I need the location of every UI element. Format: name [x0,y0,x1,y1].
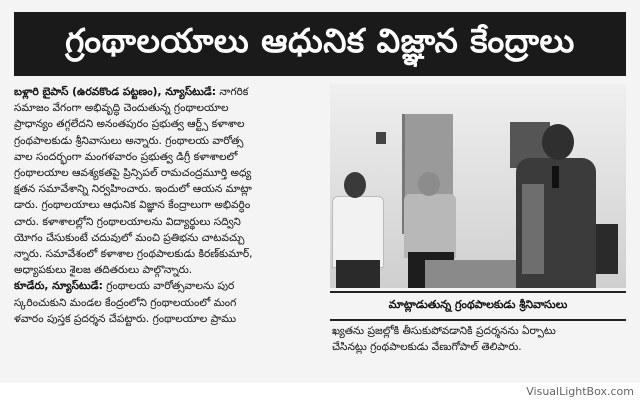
dateline: బళ్లారి బైపాస్ (ఉరవకొండ పట్టణం), న్యూస్‌టుడే: [14,86,216,98]
microphone-icon [552,166,559,188]
article-line: వాల సందర్భంగా మంగళవారం ప్రభుత్వ డిగ్రీ కళాశాలలో [14,150,238,163]
dateline: కూడేరు, న్యూస్‌టుడే: [14,280,103,293]
article-line: చారు. కళాశాలల్లోని గ్రంథాలయాలను విద్యార్థులు సద్విని [14,215,241,228]
photo-switch-board [376,132,386,144]
article-line: చేసినట్లు గ్రంథపాలకుడు వేణుగోపాల్ తెలిపారు. [332,341,522,354]
article-line: యోగం చేసుకుంటే చదువులో మంచి ప్రతిభను చాటవచ్చు [14,231,245,244]
article-line: ళవారం పుస్తక ప్రదర్శన చేపట్టారు. గ్రంథాలయాల ప్రాము [14,312,237,325]
news-photo [330,84,626,288]
headline-banner [14,12,626,76]
article-line: డారు. గ్రంథాలయాలు ఆధునిక విజ్ఞాన కేంద్రాలుగా అభివర్ధిం [14,199,251,212]
article-line: గ్రంథపాలకుడు శ్రీనివాసులు అన్నారు. గ్రంథాలయ వారోత్స [14,134,244,147]
article-line: క్షతన సమావేశాన్ని నిర్వహించారు. ఇందులో ఆయన మాట్లా [14,183,252,196]
watermark: VisualLightBox.com [526,385,634,398]
article-line: కూడేరు, న్యూస్‌టుడే: గ్రంథాలయ వారోత్సవాలను పుర [14,280,235,293]
seated-person-2 [404,194,456,258]
photo-caption: మాట్లాడుతున్న గ్రంథపాలకుడు శ్రీనివాసులు [330,291,626,321]
seated-person-1-legs [336,260,380,288]
article-line: బళ్లారి బైపాస్ (ఉరవకొండ పట్టణం), న్యూస్‌టుడే: నాగరిక [14,86,249,98]
headline: గ్రంథాలయాలు ఆధునిక విజ్ఞాన కేంద్రాలు [65,20,575,60]
article-line: స్కరించుకుని మండల కేంద్రంలోని గ్రంథాలయంలో మంగ [14,296,237,309]
article-line: న్నారు. సమావేశంలో కళాశాల గ్రంథపాలకుడు కిరణ్‌కుమార్, [14,248,253,261]
seated-person-1-head [344,172,366,198]
article-line: సమాజం వేగంగా అభివృద్ధి చెందుతున్న గ్రంథాలయాల [14,102,229,115]
seated-person-2-head [418,172,440,196]
article-right-column [332,323,628,355]
article-line: ప్రాధాన్యం తగ్గలేదని అనంతపురం ప్రభుత్వ ఆర్ట్స్ కళాశాల [14,118,245,131]
speaker-head [542,124,574,160]
article-left-column [14,84,319,327]
article-line: అధ్యాపకులు శైలజ తదితరులు పాల్గొన్నారు. [14,264,193,277]
article-line: ఖ్యతను ప్రజల్లోకి తీసుకుపోవడానికి ప్రదర్శనను ఏర్పాటు [332,325,556,337]
speaker-jacket-pattern [522,184,544,274]
article-line: గ్రంథాలయాల ఆవశ్యకతపై ప్రిన్సిపల్ రామచంద్రమూర్తి అధ్య [14,167,252,180]
seated-person-1 [332,196,384,268]
